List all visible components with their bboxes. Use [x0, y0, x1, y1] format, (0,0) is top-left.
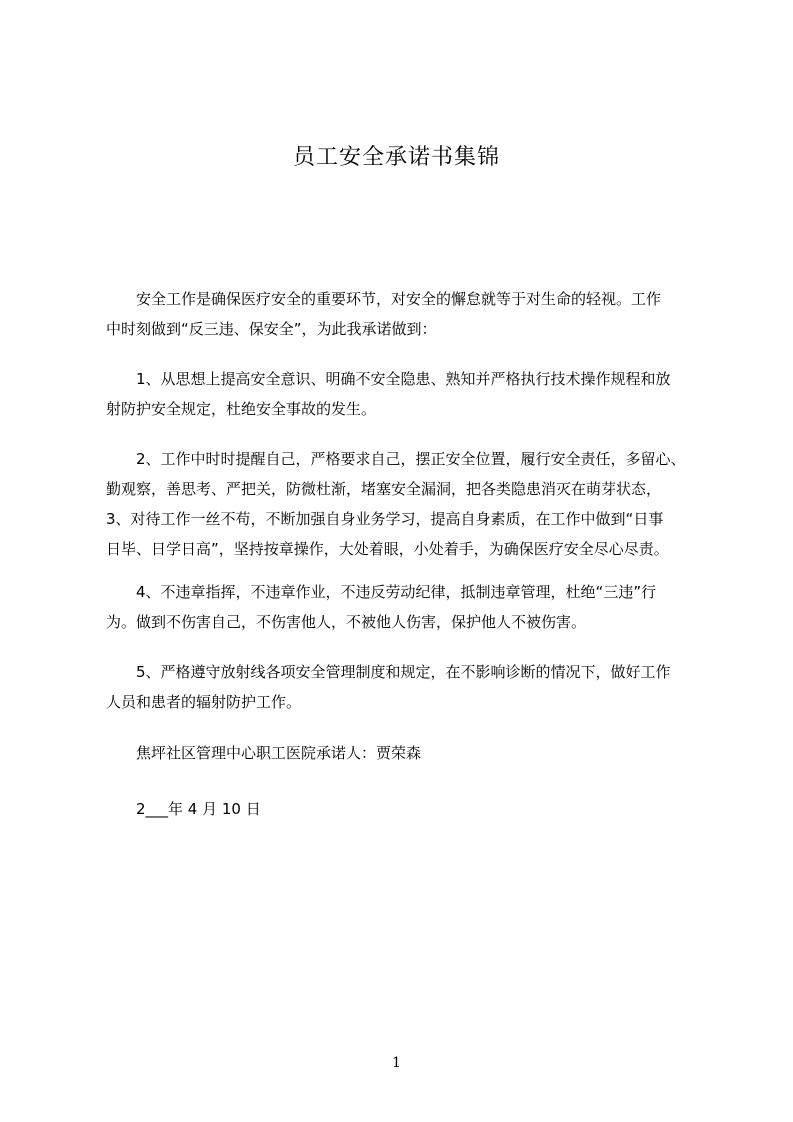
item-5-paragraph	[106, 657, 716, 717]
text-line: 为。做到不伤害自己，不伤害他人，不被他人伤害，保护他人不被伤害。	[106, 613, 587, 631]
document-title: 员工安全承诺书集锦	[292, 145, 500, 170]
page-number: 1	[392, 1055, 401, 1071]
text-line: 1、从思想上提高安全意识、明确不安全隐患、熟知并严格执行技术操作规程和放	[136, 370, 671, 388]
item-2-3-paragraph	[106, 444, 716, 564]
text-line: 3、对待工作一丝不苟，不断加强自身业务学习，提高自身素质，在工作中做到“日事	[106, 510, 664, 528]
text-line: 人员和患者的辐射防护工作。	[106, 693, 302, 711]
text-line: 射防护安全规定，杜绝安全事故的发生。	[106, 400, 377, 418]
text-line: 安全工作是确保医疗安全的重要环节，对安全的懈怠就等于对生命的轻视。工作	[136, 290, 662, 308]
text-line: 勤观察，善思考、严把关，防微杜渐，堵塞安全漏洞，把各类隐患消灭在萌芽状态，	[106, 480, 662, 498]
text-line: 4、不违章指挥，不违章作业，不违反劳动纪律，抵制违章管理，杜绝“三违”行	[136, 583, 657, 601]
item-4-paragraph	[106, 577, 716, 637]
signature-text: 焦坪社区管理中心职工医院承诺人：贾荣森	[136, 744, 422, 762]
text-line: 2、工作中时时提醒自己，严格要求自己，摆正安全位置，履行安全责任，多留心、	[136, 450, 686, 468]
text-line: 日毕、日学日高”，坚持按章操作，大处着眼，小处着手，为确保医疗安全尽心尽责。	[106, 540, 669, 558]
text-line: 5、严格遵守放射线各项安全管理制度和规定，在不影响诊断的情况下，做好工作	[136, 663, 671, 681]
text-line: 中时刻做到“反三违、保安全”，为此我承诺做到：	[106, 320, 437, 338]
signature-line	[106, 738, 716, 768]
intro-paragraph	[106, 284, 716, 344]
date-line	[106, 794, 716, 824]
item-1-paragraph	[106, 364, 716, 424]
date-text: 2___年 4 月 10 日	[136, 800, 261, 818]
